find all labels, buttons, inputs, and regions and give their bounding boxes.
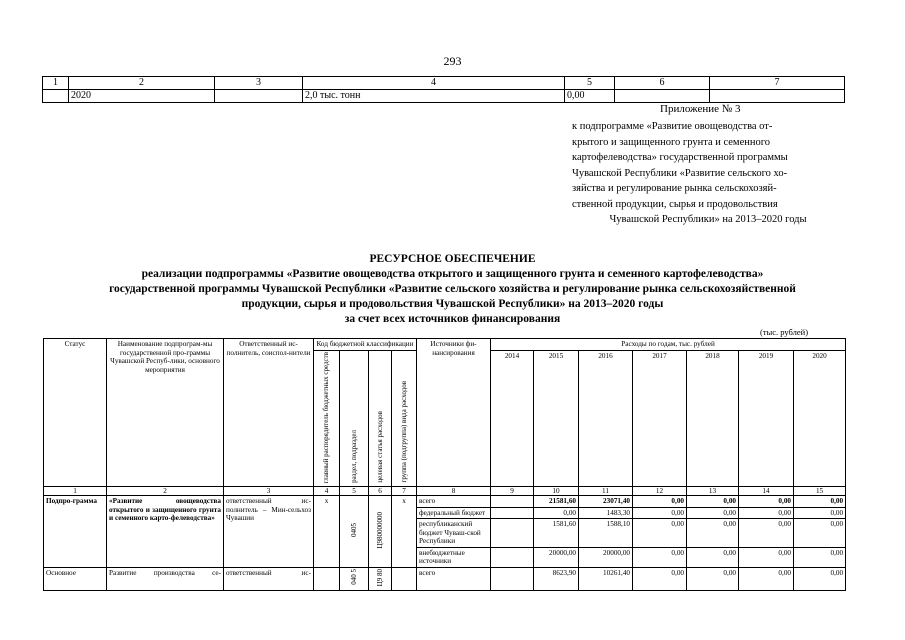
value-cell: 23071,40	[579, 496, 633, 508]
continuation-header-row	[43, 77, 845, 90]
col-number: 8	[417, 487, 491, 496]
page-number: 293	[443, 54, 462, 68]
header-code-manager: главный распорядитель бюджетных средств	[314, 350, 340, 487]
value-cell: 0,00	[687, 507, 739, 519]
header-year: 2015	[534, 350, 579, 487]
value-cell: 1588,10	[579, 519, 633, 548]
header-year: 2020	[794, 350, 846, 487]
units-label: (тыс. рублей)	[760, 327, 809, 337]
value-cell: 0,00	[739, 547, 794, 567]
value-cell: 1581,60	[534, 519, 579, 548]
code-manager-cell: x	[314, 496, 340, 568]
value-cell: 0,00	[633, 519, 687, 548]
header-year: 2019	[739, 350, 794, 487]
value-cell: 0,00	[534, 507, 579, 519]
appendix-line: картофелеводства» государственной программы	[572, 152, 788, 163]
column-number-row	[44, 487, 846, 496]
resource-table	[43, 338, 846, 591]
title-line: за счет всех источников финансирования	[344, 313, 561, 325]
header-year: 2017	[633, 350, 687, 487]
value-cell	[491, 519, 534, 548]
col-num: 6	[615, 77, 710, 90]
header-year: 2014	[491, 350, 534, 487]
code-target-cell: Ц980000000	[369, 496, 392, 568]
header-year: 2018	[687, 350, 739, 487]
value-cell: 10261,40	[579, 567, 633, 590]
appendix-line: крытого и защищенного грунта и семенного	[572, 136, 771, 148]
value-cell: 0,00	[794, 496, 846, 508]
responsible-cell: ответственный ис-полнитель – Мин-сельхоз Чувашии	[224, 496, 314, 568]
header-name: Наименование подпрограм-мы государственной про-граммы Чувашской Респуб-лики, основного мероприятия	[107, 339, 224, 487]
code-type-cell: x	[392, 496, 417, 568]
subprogram-name-cell: «Развитие овощеводства открытого и защищенного грунта и семенного карто-фелеводства»	[107, 496, 224, 568]
col-number: 11	[579, 487, 633, 496]
title-line: продукции, сырья и продовольствия Чувашской Республики» на 2013–2020 годы	[241, 298, 664, 310]
value-cell: 0,00	[739, 496, 794, 508]
value-cell: 1483,30	[579, 507, 633, 519]
value-cell: 0,00	[794, 519, 846, 548]
header-code-type: группа (подгруппа) вида расходов	[392, 350, 417, 487]
table-row	[44, 496, 846, 508]
code-manager-cell	[314, 567, 340, 590]
col-number: 1	[44, 487, 107, 496]
header-year: 2016	[579, 350, 633, 487]
value-cell: 8623,90	[534, 567, 579, 590]
value-cell: 20000,00	[534, 547, 579, 567]
col-num: 3	[215, 77, 303, 90]
appendix-line: к подпрограмме «Развитие овощеводства от-	[572, 121, 773, 132]
value-cell	[491, 547, 534, 567]
value-cell	[491, 507, 534, 519]
header-status: Статус	[44, 339, 107, 487]
value-cell: 0,00	[687, 547, 739, 567]
appendix-title: Приложение № 3	[660, 103, 741, 115]
col-number: 10	[534, 487, 579, 496]
value-cell: 0,00	[739, 519, 794, 548]
value-cell: 0,00	[739, 507, 794, 519]
code-type-cell	[392, 567, 417, 590]
col-number: 15	[794, 487, 846, 496]
appendix-line: Чувашской Республики» на 2013–2020 годы	[609, 214, 807, 225]
value-cell: 0,00	[739, 567, 794, 590]
activity-name-cell: Развитие производства се-	[107, 567, 224, 590]
value-cell: 0,00	[687, 496, 739, 508]
page-title: РЕСУРСНОЕ ОБЕСПЕЧЕНИЕ	[369, 253, 536, 265]
col-number: 5	[340, 487, 369, 496]
col-number: 7	[392, 487, 417, 496]
appendix-line: ственной продукции, сырья и продовольствия	[572, 198, 778, 210]
col-num: 7	[710, 77, 845, 90]
value-cell: 0,00	[794, 567, 846, 590]
title-line: государственной программы Чувашской Республики «Развитие сельского хозяйства и регулирование рынка сельскохозяйственной	[109, 283, 796, 295]
table-cell	[43, 90, 69, 103]
header-responsible: Ответственный ис-полнитель, соиспол-нители	[224, 339, 314, 487]
header-sources: Источники фи-нансирования	[417, 339, 491, 487]
code-target-cell: Ц9 80	[369, 567, 392, 590]
appendix-line: зяйства и регулирование рынка сельскохозяй-	[572, 183, 777, 194]
value-cell: 21581,60	[534, 496, 579, 508]
table-cell: 0,00	[565, 90, 615, 103]
col-num: 5	[565, 77, 615, 90]
table-cell	[615, 90, 710, 103]
status-cell: Основное	[44, 567, 107, 590]
col-number: 3	[224, 487, 314, 496]
col-number: 4	[314, 487, 340, 496]
source-cell: внебюджетные источники	[417, 547, 491, 567]
header-code-target: целевая статья расходов	[369, 350, 392, 487]
status-cell: Подпро-грамма	[44, 496, 107, 568]
col-number: 9	[491, 487, 534, 496]
header-expenses-group: Расходы по годам, тыс. рублей	[491, 339, 846, 351]
title-line: реализации подпрограммы «Развитие овощеводства открытого и защищенного грунта и семенного картофелеводства»	[141, 268, 764, 280]
header-row	[44, 339, 846, 351]
responsible-cell: ответственный ис-	[224, 567, 314, 590]
source-cell: всего	[417, 567, 491, 590]
value-cell: 20000,00	[579, 547, 633, 567]
value-cell: 0,00	[633, 567, 687, 590]
appendix-line: Чувашской Республики «Развитие сельского хо-	[572, 167, 788, 179]
value-cell: 0,00	[794, 507, 846, 519]
table-row	[44, 567, 846, 590]
value-cell: 0,00	[687, 519, 739, 548]
code-section-cell: 0405	[340, 496, 369, 568]
source-cell: республиканский бюджет Чуваш-ской Республики	[417, 519, 491, 548]
appendix-body	[572, 119, 844, 228]
continuation-table	[42, 76, 845, 103]
source-cell: федеральный бюджет	[417, 507, 491, 519]
value-cell	[491, 496, 534, 508]
col-number: 6	[369, 487, 392, 496]
table-cell: 2020	[69, 90, 215, 103]
header-code-group: Код бюджетной классификации	[314, 339, 417, 351]
header-code-section: раздел, подраздел	[340, 350, 369, 487]
value-cell: 0,00	[633, 507, 687, 519]
col-number: 2	[107, 487, 224, 496]
col-number: 14	[739, 487, 794, 496]
table-cell: 2,0 тыс. тонн	[303, 90, 565, 103]
col-number: 12	[633, 487, 687, 496]
col-num: 4	[303, 77, 565, 90]
table-cell	[215, 90, 303, 103]
col-num: 1	[43, 77, 69, 90]
value-cell: 0,00	[633, 547, 687, 567]
code-section-cell: 040 5	[340, 567, 369, 590]
table-row	[43, 90, 845, 103]
value-cell: 0,00	[633, 496, 687, 508]
source-cell: всего	[417, 496, 491, 508]
value-cell	[491, 567, 534, 590]
value-cell: 0,00	[794, 547, 846, 567]
value-cell: 0,00	[687, 567, 739, 590]
table-cell	[710, 90, 845, 103]
col-number: 13	[687, 487, 739, 496]
col-num: 2	[69, 77, 215, 90]
